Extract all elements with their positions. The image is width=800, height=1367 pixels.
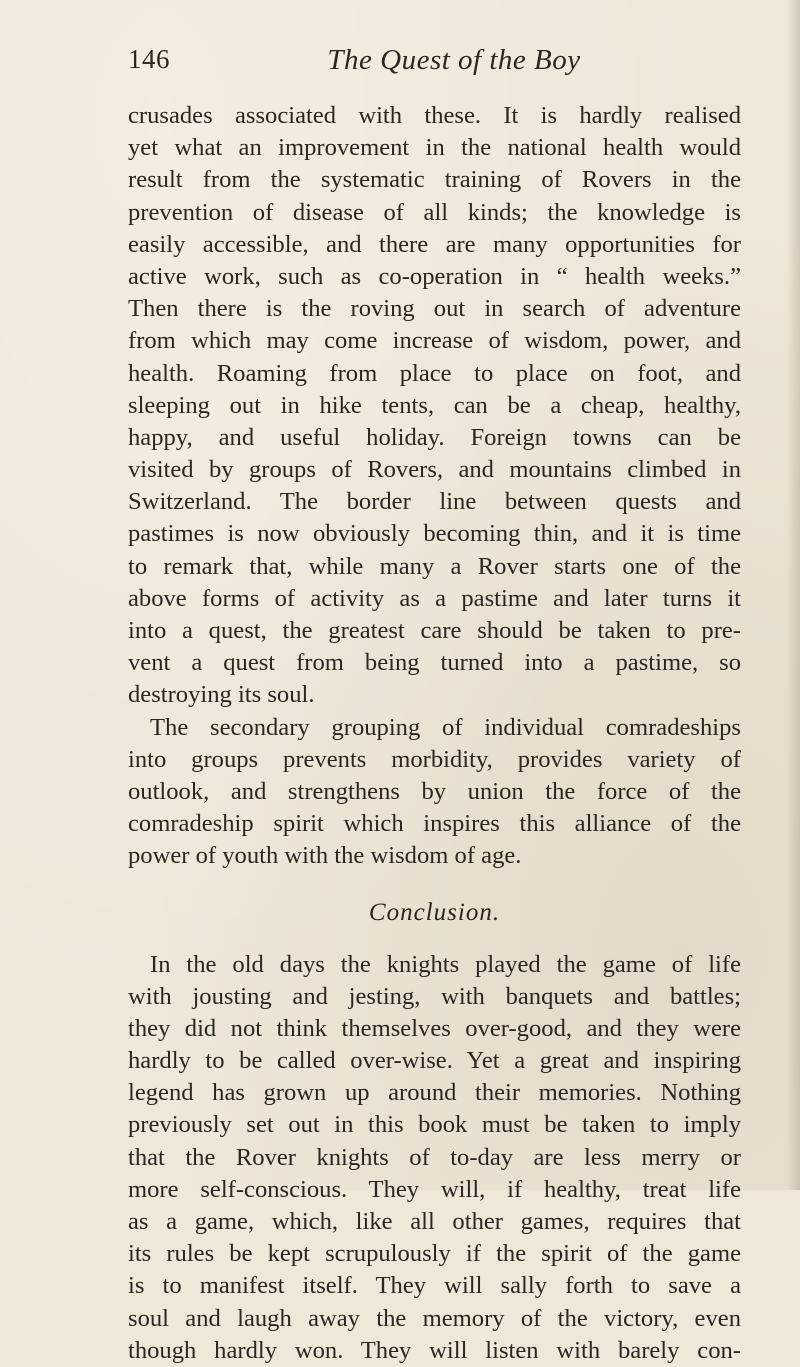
text-line: above forms of activity as a pastime and later turns it bbox=[128, 584, 741, 612]
text-line: from which may come increase of wisdom, power, and bbox=[128, 327, 741, 355]
conclusion-paragraph bbox=[128, 949, 741, 1367]
text-line: is to manifest itself. They will sally forth to save a bbox=[128, 1272, 741, 1300]
text-line: soul and laugh away the memory of the victory, even bbox=[128, 1304, 741, 1332]
text-line: Switzerland. The border line between quests and bbox=[128, 488, 741, 516]
text-line: that the Rover knights of to-day are less merry or bbox=[128, 1143, 741, 1171]
text-line: health. Roaming from place to place on foot, and bbox=[128, 359, 741, 387]
page-number: 146 bbox=[128, 44, 170, 74]
text-line: hardly to be called over-wise. Yet a great and inspiring bbox=[128, 1047, 741, 1075]
text-line: outlook, and strengthens by union the force of the bbox=[128, 777, 741, 805]
section-heading: Conclusion. bbox=[368, 898, 501, 926]
text-line: In the old days the knights played the game of life bbox=[150, 950, 741, 978]
text-line: yet what an improvement in the national health would bbox=[128, 134, 741, 162]
text-line: easily accessible, and there are many opportunities for bbox=[128, 230, 741, 258]
text-line: comradeship spirit which inspires this alliance of the bbox=[128, 810, 741, 838]
text-line: its rules be kept scrupulously if the spirit of the game bbox=[128, 1240, 741, 1268]
page-header bbox=[128, 44, 740, 84]
text-line: pastimes is now obviously becoming thin, and it is time bbox=[128, 520, 741, 548]
text-line: sleeping out in hike tents, can be a cheap, healthy, bbox=[128, 391, 741, 419]
paragraph-1 bbox=[128, 100, 741, 712]
text-line: previously set out in this book must be taken to imply bbox=[128, 1111, 741, 1139]
text-line: result from the systematic training of Rovers in the bbox=[128, 166, 741, 194]
body-text bbox=[128, 100, 741, 1367]
text-line: into a quest, the greatest care should be taken to pre- bbox=[128, 617, 741, 644]
text-line: active work, such as co-operation in “ health weeks.” bbox=[128, 262, 741, 290]
text-line: prevention of disease of all kinds; the knowledge is bbox=[128, 198, 741, 226]
text-line: destroying its soul. bbox=[128, 681, 315, 709]
text-line: into groups prevents morbidity, provides variety of bbox=[128, 745, 741, 773]
text-line: visited by groups of Rovers, and mountains climbed in bbox=[128, 456, 741, 484]
text-line: they did not think themselves over-good, and they were bbox=[128, 1014, 741, 1042]
text-line: legend has grown up around their memories. Nothing bbox=[128, 1079, 741, 1107]
text-line: Then there is the roving out in search of adventure bbox=[128, 295, 741, 323]
text-line: though hardly won. They will listen with barely con- bbox=[128, 1336, 741, 1364]
text-line: more self-conscious. They will, if healthy, treat life bbox=[128, 1175, 741, 1203]
running-title: The Quest of the Boy bbox=[327, 44, 581, 76]
text-line: vent a quest from being turned into a pastime, so bbox=[128, 649, 741, 677]
text-line: power of youth with the wisdom of age. bbox=[128, 842, 522, 870]
text-line: as a game, which, like all other games, requires that bbox=[128, 1208, 741, 1235]
page-edge-shadow bbox=[786, 0, 800, 1190]
text-line: The secondary grouping of individual comradeships bbox=[150, 713, 741, 741]
text-line: crusades associated with these. It is hardly realised bbox=[128, 102, 741, 129]
text-line: with jousting and jesting, with banquets and battles; bbox=[128, 982, 741, 1010]
text-line: happy, and useful holiday. Foreign towns can be bbox=[128, 423, 741, 451]
text-line: to remark that, while many a Rover starts one of the bbox=[128, 552, 741, 580]
paragraph-2 bbox=[128, 712, 741, 873]
